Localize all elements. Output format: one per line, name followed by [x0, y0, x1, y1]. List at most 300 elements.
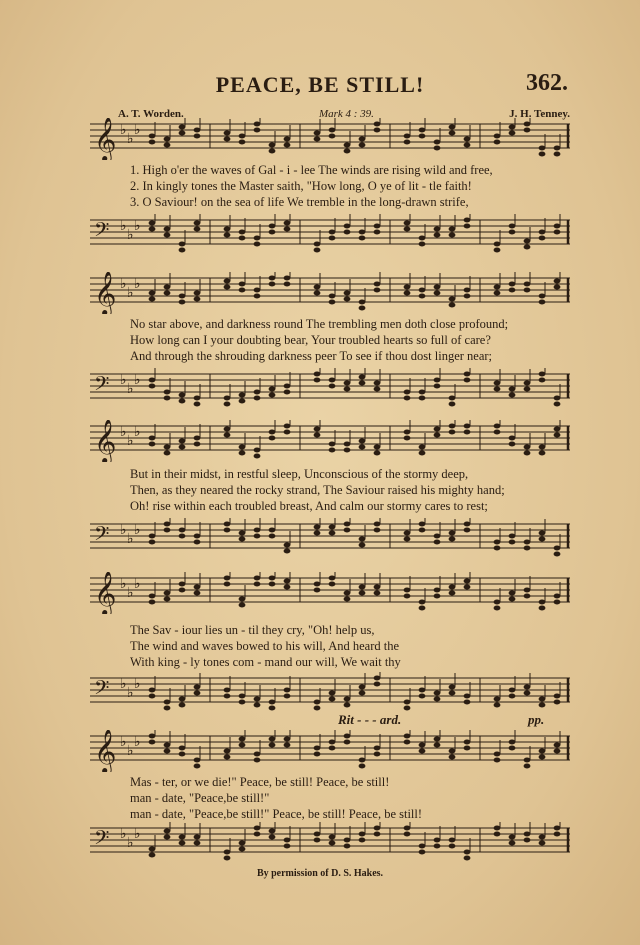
note-head [344, 442, 351, 447]
treble-clef-icon: 𝄞 [94, 118, 117, 160]
note-head [329, 835, 336, 840]
note-head [374, 682, 381, 687]
note-head [269, 582, 276, 587]
note-head [284, 424, 291, 429]
note-head [539, 835, 546, 840]
note-head [329, 576, 336, 581]
note-head [404, 430, 411, 435]
note-head [224, 427, 231, 432]
note-head [374, 451, 381, 456]
note-head [494, 758, 501, 763]
note-head [509, 688, 516, 693]
note-head [284, 688, 291, 693]
bass-staff-lines [90, 518, 570, 560]
note-head [554, 546, 561, 551]
note-head [509, 288, 516, 293]
note-head [449, 233, 456, 238]
note-head [464, 585, 471, 590]
note-head [314, 525, 321, 530]
note-head [449, 685, 456, 690]
lyric-line: But in their midst, in restful sleep, Unconscious of the stormy deep, [130, 467, 469, 481]
note-head [404, 227, 411, 232]
note-head [539, 749, 546, 754]
note-head [149, 594, 156, 599]
bass-staff-lines [90, 368, 570, 410]
note-head [149, 134, 156, 139]
lyrics-block [130, 162, 570, 210]
note-head [464, 694, 471, 699]
note-head [359, 691, 366, 696]
note-head [404, 734, 411, 739]
flat-icon: ♭ [134, 276, 141, 292]
note-head [329, 740, 336, 745]
note-head [524, 588, 531, 593]
flat-icon: ♭ [120, 734, 127, 750]
note-head [194, 402, 201, 407]
note-head [239, 597, 246, 602]
note-head [269, 743, 276, 748]
note-head [494, 242, 501, 247]
note-head [494, 600, 501, 605]
note-head [164, 700, 171, 705]
note-head [239, 282, 246, 287]
note-head [239, 841, 246, 846]
note-head [194, 691, 201, 696]
note-head [509, 694, 516, 699]
note-head [164, 749, 171, 754]
bass-clef-icon: 𝄢 [94, 372, 110, 400]
lyric-line: 1. High o'er the waves of Gal - i - lee The winds are rising wild and free, [130, 163, 493, 177]
note-head [149, 540, 156, 545]
flat-icon: ♭ [127, 531, 134, 547]
note-head [494, 540, 501, 545]
note-head [284, 844, 291, 849]
note-head [149, 740, 156, 745]
lyric-line: Then, as they neared the rocky strand, The Saviour raised his mighty hand; [130, 483, 505, 497]
note-head [359, 832, 366, 837]
note-head [464, 740, 471, 745]
note-head [179, 125, 186, 130]
note-head [344, 143, 351, 148]
note-head [224, 227, 231, 232]
note-head [179, 835, 186, 840]
note-head [314, 378, 321, 383]
note-head [239, 288, 246, 293]
note-head [434, 233, 441, 238]
treble-staff [90, 572, 570, 614]
note-head [524, 451, 531, 456]
note-head [374, 288, 381, 293]
note-head [434, 594, 441, 599]
note-head [329, 691, 336, 696]
note-head [314, 433, 321, 438]
note-head [509, 740, 516, 745]
note-head [419, 451, 426, 456]
note-head [314, 285, 321, 290]
note-head [179, 752, 186, 757]
note-head [524, 764, 531, 769]
note-head [494, 606, 501, 611]
note-head [164, 396, 171, 401]
note-head [149, 297, 156, 302]
note-head [239, 393, 246, 398]
note-head [224, 396, 231, 401]
note-head [539, 841, 546, 846]
note-head [194, 540, 201, 545]
note-head [149, 442, 156, 447]
note-head [374, 591, 381, 596]
note-head [524, 838, 531, 843]
composer-credit: J. H. Tenney. [509, 108, 570, 120]
note-head [539, 236, 546, 241]
note-head [254, 128, 261, 133]
note-head [374, 445, 381, 450]
note-head [554, 433, 561, 438]
note-head [239, 743, 246, 748]
note-head [464, 700, 471, 705]
flat-icon: ♭ [120, 576, 127, 592]
note-head [239, 140, 246, 145]
note-head [539, 294, 546, 299]
note-head [404, 285, 411, 290]
bass-staff [90, 368, 570, 410]
lyrics-block [130, 466, 570, 514]
note-head [284, 694, 291, 699]
note-head [359, 439, 366, 444]
note-head [314, 291, 321, 296]
note-head [164, 591, 171, 596]
note-head [314, 706, 321, 711]
note-head [494, 752, 501, 757]
note-head [164, 835, 171, 840]
treble-staff [90, 118, 570, 160]
note-head [359, 543, 366, 548]
note-head [554, 594, 561, 599]
note-head [419, 134, 426, 139]
note-head [449, 396, 456, 401]
flat-icon: ♭ [120, 424, 127, 440]
note-head [464, 218, 471, 223]
note-head [254, 122, 261, 127]
note-head [314, 137, 321, 142]
note-head [494, 285, 501, 290]
flat-icon: ♭ [127, 433, 134, 449]
note-head [164, 522, 171, 527]
note-head [449, 844, 456, 849]
note-head [509, 746, 516, 751]
treble-staff [90, 272, 570, 314]
note-head [224, 131, 231, 136]
note-head [314, 588, 321, 593]
note-head [464, 528, 471, 533]
note-head [164, 743, 171, 748]
note-head [554, 402, 561, 407]
note-head [434, 588, 441, 593]
bass-clef-icon: 𝄢 [94, 218, 110, 246]
flat-icon: ♭ [127, 227, 134, 243]
note-head [419, 688, 426, 693]
note-head [359, 230, 366, 235]
note-head [314, 838, 321, 843]
note-head [509, 125, 516, 130]
note-head [509, 597, 516, 602]
note-head [224, 137, 231, 142]
note-head [449, 749, 456, 754]
note-head [284, 743, 291, 748]
note-head [449, 303, 456, 308]
treble-clef-icon: 𝄞 [94, 420, 117, 462]
note-head [344, 740, 351, 745]
lyric-line: 2. In kingly tones the Master saith, "How long, O ye of lit - tle faith! [130, 179, 472, 193]
note-head [404, 134, 411, 139]
note-head [254, 390, 261, 395]
note-head [554, 146, 561, 151]
note-head [179, 242, 186, 247]
note-head [344, 149, 351, 154]
treble-staff [90, 730, 570, 772]
note-head [254, 703, 261, 708]
note-head [494, 248, 501, 253]
note-head [149, 853, 156, 858]
note-head [524, 594, 531, 599]
note-head [329, 300, 336, 305]
pianissimo-mark: pp. [528, 712, 545, 727]
note-head [149, 140, 156, 145]
flat-icon: ♭ [127, 131, 134, 147]
note-head [359, 758, 366, 763]
note-head [374, 230, 381, 235]
note-head [164, 597, 171, 602]
note-head [254, 528, 261, 533]
note-head [284, 276, 291, 281]
note-head [314, 131, 321, 136]
scripture-reference: Mark 4 : 39. [318, 108, 374, 120]
note-head [149, 378, 156, 383]
note-head [464, 430, 471, 435]
note-head [164, 445, 171, 450]
note-head [269, 230, 276, 235]
note-head [329, 448, 336, 453]
note-head [509, 540, 516, 545]
note-head [374, 128, 381, 133]
note-head [434, 384, 441, 389]
flat-icon: ♭ [134, 734, 141, 750]
note-head [164, 227, 171, 232]
note-head [359, 838, 366, 843]
note-head [449, 591, 456, 596]
note-head [419, 128, 426, 133]
note-head [509, 534, 516, 539]
note-head [149, 847, 156, 852]
note-head [434, 378, 441, 383]
note-head [554, 832, 561, 837]
note-head [464, 856, 471, 861]
note-head [164, 829, 171, 834]
note-head [539, 531, 546, 536]
note-head [509, 835, 516, 840]
flat-icon: ♭ [120, 218, 127, 234]
note-head [224, 528, 231, 533]
flat-icon: ♭ [120, 372, 127, 388]
note-head [524, 445, 531, 450]
note-head [224, 233, 231, 238]
lyrics-block [130, 316, 570, 364]
note-head [269, 706, 276, 711]
note-head [269, 829, 276, 834]
note-head [524, 685, 531, 690]
treble-staff-lines [90, 420, 570, 462]
note-head [269, 143, 276, 148]
note-head [509, 230, 516, 235]
note-head [464, 224, 471, 229]
note-head [284, 143, 291, 148]
note-head [404, 396, 411, 401]
note-head [434, 838, 441, 843]
note-head [329, 384, 336, 389]
note-head [329, 442, 336, 447]
note-head [539, 537, 546, 542]
note-head [224, 694, 231, 699]
note-head [419, 743, 426, 748]
note-head [419, 445, 426, 450]
note-head [314, 752, 321, 757]
note-head [224, 749, 231, 754]
note-head [359, 375, 366, 380]
note-head [344, 381, 351, 386]
note-head [179, 582, 186, 587]
note-head [239, 700, 246, 705]
lyric-line: Oh! rise within each troubled breast, And calm our stormy cares to rest; [130, 499, 488, 513]
note-head [269, 224, 276, 229]
note-head [179, 399, 186, 404]
note-head [374, 826, 381, 831]
note-head [194, 591, 201, 596]
note-head [194, 764, 201, 769]
note-head [554, 224, 561, 229]
note-head [284, 549, 291, 554]
note-head [164, 706, 171, 711]
note-head [404, 221, 411, 226]
note-head [194, 841, 201, 846]
note-head [464, 522, 471, 527]
note-head [434, 146, 441, 151]
note-head [314, 746, 321, 751]
note-head [509, 387, 516, 392]
note-head [194, 227, 201, 232]
lyric-line: How long can I your doubting bear, Your troubled hearts so full of care? [130, 333, 491, 347]
note-head [194, 685, 201, 690]
note-head [404, 588, 411, 593]
bass-staff-lines [90, 214, 570, 256]
note-head [224, 856, 231, 861]
note-head [419, 242, 426, 247]
note-head [554, 152, 561, 157]
note-head [344, 297, 351, 302]
note-head [359, 685, 366, 690]
note-head [359, 137, 366, 142]
note-head [194, 534, 201, 539]
flat-icon: ♭ [134, 122, 141, 138]
note-head [314, 248, 321, 253]
note-head [374, 585, 381, 590]
note-head [164, 451, 171, 456]
note-head [224, 688, 231, 693]
lyrics-block [130, 622, 570, 670]
note-head [314, 372, 321, 377]
bass-clef-icon: 𝄢 [94, 826, 110, 854]
note-head [494, 424, 501, 429]
note-head [494, 387, 501, 392]
note-head [374, 752, 381, 757]
note-head [164, 291, 171, 296]
note-head [344, 597, 351, 602]
note-head [284, 430, 291, 435]
note-head [314, 582, 321, 587]
note-head [524, 381, 531, 386]
note-head [359, 143, 366, 148]
note-head [419, 390, 426, 395]
note-head [449, 227, 456, 232]
note-head [524, 288, 531, 293]
lyric-line: The Sav - iour lies un - til they cry, "Oh! help us, [130, 623, 375, 637]
note-head [539, 697, 546, 702]
lyric-line: And through the shrouding darkness peer To see if thou dost linger near; [130, 349, 493, 363]
flat-icon: ♭ [120, 276, 127, 292]
note-head [284, 282, 291, 287]
note-head [284, 838, 291, 843]
ritardando-mark: Rit - - - ard. [338, 712, 402, 727]
note-head [149, 436, 156, 441]
note-head [419, 606, 426, 611]
note-head [404, 706, 411, 711]
note-head [449, 585, 456, 590]
flat-icon: ♭ [134, 826, 141, 842]
note-head [419, 522, 426, 527]
note-head [344, 224, 351, 229]
note-head [449, 297, 456, 302]
note-head [524, 758, 531, 763]
note-head [464, 294, 471, 299]
note-head [464, 850, 471, 855]
note-head [404, 140, 411, 145]
note-head [359, 585, 366, 590]
note-head [494, 381, 501, 386]
note-head [494, 832, 501, 837]
note-head [419, 694, 426, 699]
lyrics-block [130, 774, 570, 822]
note-head [239, 531, 246, 536]
note-head [539, 451, 546, 456]
note-head [419, 236, 426, 241]
note-head [359, 591, 366, 596]
note-head [149, 227, 156, 232]
note-head [224, 402, 231, 407]
flat-icon: ♭ [120, 676, 127, 692]
note-head [269, 430, 276, 435]
note-head [254, 294, 261, 299]
note-head [239, 399, 246, 404]
note-head [254, 752, 261, 757]
treble-clef-icon: 𝄞 [94, 730, 117, 772]
treble-staff-lines [90, 730, 570, 772]
note-head [539, 230, 546, 235]
note-head [524, 245, 531, 250]
note-head [329, 294, 336, 299]
bass-clef-icon: 𝄢 [94, 676, 110, 704]
note-head [554, 279, 561, 284]
note-head [374, 832, 381, 837]
note-head [224, 850, 231, 855]
